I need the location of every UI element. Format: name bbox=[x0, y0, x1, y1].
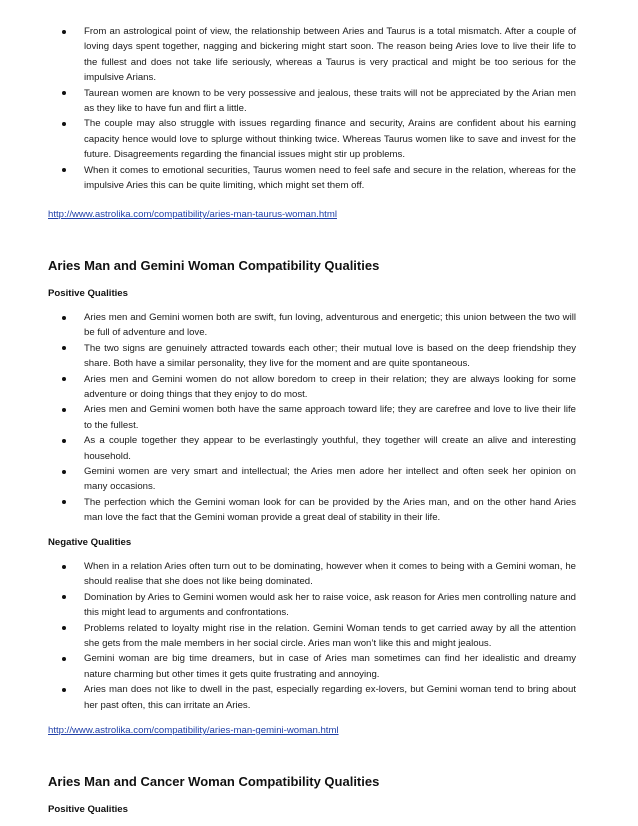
bullet-icon bbox=[62, 168, 66, 172]
bullet-text: The couple may also struggle with issues regarding finance and security, Arains are confident about his earning capacity hence would love to splurge without thinking twice. Whereas Taurus women like to save and invest for the future. Disagreements regarding the financial issues might stir up problems. bbox=[84, 118, 576, 161]
bullet-text: Aries men and Gemini women both are swift, fun loving, adventurous and energetic; this union between the two will be full of adventure and love. bbox=[84, 312, 576, 339]
bullet-icon bbox=[62, 408, 66, 412]
bullet-text: When it comes to emotional securities, Taurus women need to feel safe and secure in the relation, whereas for the impulsive Aries this can be quite limiting, which might set them off. bbox=[84, 164, 576, 192]
gemini-section-title: Aries Man and Gemini Woman Compatibility Qualities bbox=[48, 258, 380, 273]
bullet-icon bbox=[62, 688, 66, 692]
bullet-icon bbox=[62, 122, 66, 126]
bullet-text: Aries men and Gemini women both have the same approach toward life; they are carefree and love to live their life to the fullest. bbox=[84, 404, 576, 431]
list-item bbox=[48, 590, 576, 621]
list-item bbox=[48, 163, 576, 194]
taurus-source-link[interactable]: http://www.astrolika.com/compatibility/aries-man-taurus-woman.html bbox=[48, 209, 337, 220]
list-item bbox=[48, 621, 576, 652]
list-item bbox=[48, 116, 576, 162]
bullet-icon bbox=[62, 91, 66, 95]
bullet-text: Aries man does not like to dwell in the past, especially regarding ex-lovers, but Gemini woman tend to bring about her past often, this can irritate an Aries. bbox=[84, 684, 576, 711]
bullet-icon bbox=[62, 500, 66, 504]
bullet-text: Gemini women are very smart and intellectual; the Aries men adore her intellect and often seek her opinion on many occasions. bbox=[84, 466, 576, 493]
list-item bbox=[48, 559, 576, 590]
bullet-text: Problems related to loyalty might rise in the relation. Gemini Woman tends to get carried away by all the attention she gets from the male members in her social circle. Aries man won’t like this and might jealous. bbox=[84, 622, 576, 650]
cancer-section-title: Aries Man and Cancer Woman Compatibility Qualities bbox=[48, 774, 380, 789]
bullet-icon bbox=[62, 470, 66, 474]
list-item bbox=[48, 341, 576, 372]
taurus-bullet-list bbox=[48, 24, 576, 193]
list-item bbox=[48, 310, 576, 341]
bullet-icon bbox=[62, 626, 66, 630]
bullet-icon bbox=[62, 565, 66, 569]
bullet-icon bbox=[62, 439, 66, 443]
bullet-text: As a couple together they appear to be everlastingly youthful, they together will create an alive and interesting household. bbox=[84, 435, 576, 462]
gemini-negative-label: Negative Qualities bbox=[48, 537, 132, 548]
list-item bbox=[48, 682, 576, 713]
bullet-icon bbox=[62, 595, 66, 599]
list-item bbox=[48, 86, 576, 117]
bullet-text: From an astrological point of view, the relationship between Aries and Taurus is a total mismatch. After a couple of loving days spent together, nagging and bickering might start soon. The reason being Aries love to live their life to the fullest and does not take life seriously, whereas a Taurus is very practical and might be too serious for the impulsive Arians. bbox=[84, 26, 576, 84]
list-item bbox=[48, 433, 576, 464]
gemini-source-link[interactable]: http://www.astrolika.com/compatibility/aries-man-gemini-woman.html bbox=[48, 725, 339, 736]
bullet-icon bbox=[62, 346, 66, 350]
bullet-text: Taurean women are known to be very possessive and jealous, these traits will not be appreciated by the Arian men as they like to have fun and flirt a little. bbox=[84, 87, 576, 115]
bullet-icon bbox=[62, 377, 66, 381]
gemini-negative-list bbox=[48, 559, 576, 713]
bullet-icon bbox=[62, 30, 66, 34]
list-item bbox=[48, 464, 576, 495]
bullet-icon bbox=[62, 316, 66, 320]
bullet-text: The two signs are genuinely attracted towards each other; their mutual love is based on the deep friendship they share. Both have a similar personality, they live for the moment and are quite spontaneous. bbox=[84, 342, 576, 370]
bullet-text: Gemini woman are big time dreamers, but in case of Aries man sometimes can find her idealistic and dreamy nature charming but other times it gets quite frustrating and annoying. bbox=[84, 653, 576, 680]
list-item bbox=[48, 495, 576, 526]
gemini-positive-label: Positive Qualities bbox=[48, 288, 128, 299]
cancer-positive-label: Positive Qualities bbox=[48, 804, 128, 815]
gemini-positive-list bbox=[48, 310, 576, 526]
list-item bbox=[48, 372, 576, 403]
bullet-text: When in a relation Aries often turn out to be dominating, however when it comes to being with a Gemini woman, he should realise that she does not like being dominated. bbox=[84, 561, 576, 588]
list-item bbox=[48, 24, 576, 86]
list-item bbox=[48, 651, 576, 682]
bullet-icon bbox=[62, 657, 66, 661]
bullet-text: Domination by Aries to Gemini women would ask her to raise voice, ask reason for Aries men controlling nature and this might lead to arguments and confrontations. bbox=[84, 591, 576, 619]
bullet-text: The perfection which the Gemini woman look for can be provided by the Aries man, and on the other hand Aries man love the fact that the Gemini woman provide a great deal of stability in their life. bbox=[84, 496, 576, 524]
list-item bbox=[48, 402, 576, 433]
bullet-text: Aries men and Gemini women do not allow boredom to creep in their relation; they are always looking for some adventure or doing things that they enjoy to do most. bbox=[84, 373, 576, 401]
